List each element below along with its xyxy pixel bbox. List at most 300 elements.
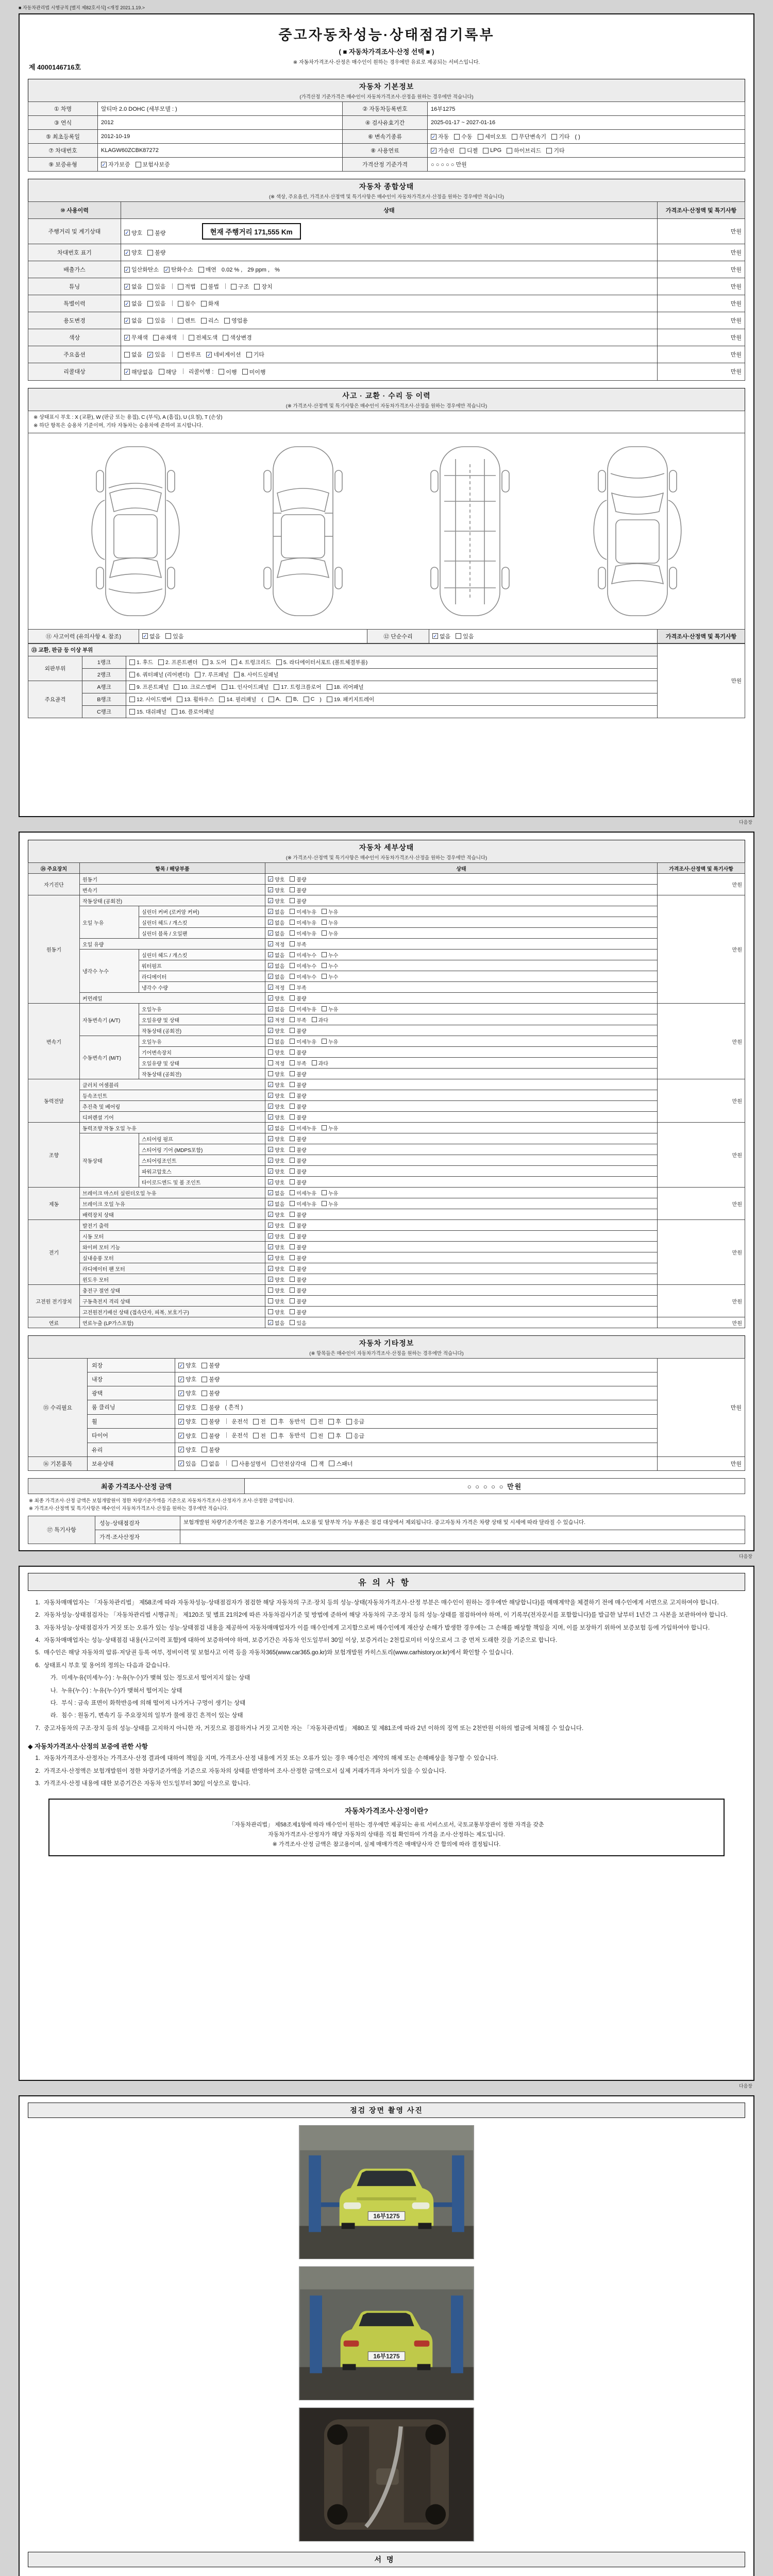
checkbox-box-icon: ✓ [268,1093,273,1098]
checkbox-썬루프[interactable] [178,350,201,359]
checkbox-있음[interactable] [147,316,165,325]
label-cell: 특별이력 [28,295,121,312]
label-cell: 자동변속기 (A/T) [80,1004,139,1036]
checkbox-미세누유[interactable] [290,1124,316,1132]
checkbox-후[interactable] [271,1432,284,1440]
checkbox-있음[interactable] [147,350,165,359]
checkbox-미세누유[interactable] [290,1189,316,1197]
checkbox-있음[interactable] [290,1319,306,1327]
checkbox-미세누수[interactable] [290,973,316,980]
checkbox-없음[interactable] [268,962,284,970]
checkbox-19. 패키지트레이[interactable] [327,696,374,703]
checkbox-양호[interactable] [268,1081,284,1089]
value-cell [265,1231,658,1242]
checkbox-box-icon [195,672,200,677]
checkbox-불량[interactable] [201,1375,220,1383]
checkbox-label: 미세누유 [296,1039,316,1045]
checkbox-매연[interactable] [198,265,216,274]
checkbox-불량[interactable] [290,1232,306,1240]
checkbox-양호[interactable] [268,897,284,905]
checkbox-불법[interactable] [201,282,219,291]
checkbox-이행[interactable] [219,368,237,376]
label-cell: 브레이크 오일 누유 [80,1198,265,1209]
photos-box [19,2095,754,2576]
checkbox-없음[interactable] [142,632,160,640]
checkbox-불량[interactable] [290,1276,306,1283]
checkbox-불량[interactable] [290,897,306,905]
checkbox-없음[interactable] [268,1189,284,1197]
checkbox-label: 적법 [184,284,196,290]
checkbox-5. 라디에이터서포트 (볼트체결부품)[interactable] [276,658,368,666]
checkbox-있음[interactable] [165,632,183,640]
checkbox-누유[interactable] [322,1124,338,1132]
checkbox-4. 트렁크리드[interactable] [231,658,271,666]
table-row [28,1198,745,1209]
checkbox-응급[interactable] [346,1417,364,1426]
checkbox-양호[interactable] [268,1265,284,1273]
checkbox-적정[interactable] [268,1016,284,1024]
checkbox-label: 불량 [296,1212,307,1218]
text-token: 알티마 2.0 DOHC (세부모델 : ) [101,106,177,112]
checkbox-사용설명서[interactable] [232,1460,266,1468]
checkbox-일산화탄소[interactable] [124,265,159,274]
page-2-box [19,832,754,1551]
checkbox-없음[interactable] [268,1005,284,1013]
checkbox-없음[interactable] [124,316,142,325]
checkbox-양호[interactable] [268,1178,284,1186]
checkbox-C[interactable] [304,696,315,702]
checkbox-6. 쿼터패널 (리어펜더)[interactable] [129,671,190,679]
value-cell [121,278,658,295]
checkbox-양호[interactable] [268,1135,284,1143]
checkbox-11. 인사이드패널[interactable] [222,683,269,691]
value-cell [265,1220,658,1231]
notice-item-text: 중고자동차의 구조·장치 등의 성능·상태를 고지하지 아니한 자, 거짓으로 점검하거나 거짓 고지한 자는 「자동차관리법」 제80조 및 제81조에 따라 2년 이하의 징역 또는 2천만원 이하의 벌금에 처해질 수 있습니다. [44,1725,584,1732]
checkbox-17. 트렁크플로어[interactable] [274,683,321,691]
checkbox-box-icon [254,284,260,290]
checkbox-미세누유[interactable] [290,1005,316,1013]
value-cell [265,939,658,950]
notices-list [28,1598,745,1733]
checkbox-8. 사이드실패널[interactable] [234,671,279,679]
section-bar-detail [28,840,745,862]
checkbox-양호[interactable] [268,1027,284,1035]
label-cell: 리콜대상 [28,363,121,381]
checkbox-가솔린[interactable] [431,146,455,155]
checkbox-B,[interactable] [286,696,298,702]
checkbox-box-icon [136,162,141,167]
checkbox-양호[interactable] [268,1232,284,1240]
checkbox-양호[interactable] [268,1146,284,1154]
checkbox-없음[interactable] [268,919,284,926]
checkbox-label: 없음 [275,1039,285,1045]
label-cell: 성능·상태점검자 [95,1516,180,1530]
checkbox-9. 프론트패널[interactable] [129,683,169,691]
checkbox-label: 부족 [296,942,307,948]
checkbox-불량[interactable] [290,1146,306,1154]
checkbox-미세누수[interactable] [290,951,316,959]
checkbox-불량[interactable] [290,1070,306,1078]
checkbox-label: 양호 [275,1072,285,1078]
checkbox-LPG[interactable] [483,147,501,154]
value-cell [428,130,745,144]
checkbox-양호[interactable] [268,1276,284,1283]
checkbox-12. 사이드멤버[interactable] [129,696,172,703]
checkbox-누유[interactable] [322,1200,338,1208]
checkbox-양호[interactable] [268,1113,284,1121]
checkbox-불량[interactable] [290,1027,306,1035]
checkbox-label: 자가보증 [108,162,130,168]
checkbox-label: 기타 [253,352,264,358]
checkbox-영업용[interactable] [224,316,248,325]
checkbox-불량[interactable] [201,1389,220,1397]
checkbox-적정[interactable] [268,984,284,991]
checkbox-침수[interactable] [178,299,196,308]
checkbox-누유[interactable] [322,908,338,916]
checkbox-14. 필러패널[interactable] [219,696,256,703]
checkbox-누유[interactable] [322,929,338,937]
checkbox-미세누유[interactable] [290,919,316,926]
checkbox-화재[interactable] [201,299,219,308]
value-cell: 만원 [658,874,745,895]
checkbox-불량[interactable] [290,994,306,1002]
checkbox-label: 양호 [275,1288,285,1294]
checkbox-불량[interactable] [290,1297,306,1305]
checkbox-label: 불량 [296,1266,307,1273]
warranty-list [28,1754,745,1788]
checkbox-불량[interactable] [147,248,165,257]
checkbox-box-icon [290,930,295,936]
checkbox-누유[interactable] [322,1038,338,1045]
checkbox-label: 불량 [296,1115,307,1121]
checkbox-양호[interactable] [268,1103,284,1110]
checkbox-7. 루프패널[interactable] [195,671,229,679]
checkbox-누수[interactable] [322,973,338,980]
checkbox-양호[interactable] [268,1297,284,1305]
checkbox-있음[interactable] [147,299,165,308]
checkbox-잭[interactable] [311,1460,324,1468]
checkbox-box-icon [224,318,230,324]
checkbox-16. 플로어패널[interactable] [172,708,214,716]
checkbox-10. 크로스멤버[interactable] [174,683,216,691]
checkbox-미세누유[interactable] [290,1200,316,1208]
checkbox-box-icon: ✓ [268,974,273,979]
checkbox-양호[interactable] [268,1254,284,1262]
checkbox-양호[interactable] [178,1389,196,1397]
checkbox-부족[interactable] [290,940,306,948]
checkbox-수동[interactable] [454,132,472,141]
checkbox-불량[interactable] [201,1432,220,1440]
checkbox-없음[interactable] [268,908,284,916]
checkbox-box-icon: ✓ [148,352,153,358]
label-cell: 배출가스 [28,261,121,278]
text-token: % [275,266,280,273]
checkbox-label: 전 [317,1419,324,1425]
checkbox-없음[interactable] [268,973,284,980]
value-cell [265,917,658,928]
label-cell: 발전기 출력 [80,1220,265,1231]
table-row [28,329,745,346]
checkbox-불량[interactable] [290,1254,306,1262]
value-cell: 만원 [658,295,745,312]
checkbox-label: 전 [260,1419,266,1425]
checkbox-전체도색[interactable] [189,333,218,342]
checkbox-label: 수동 [461,134,473,140]
checkbox-label: 양호 [275,1104,285,1110]
checkbox-label: 없음 [440,633,451,640]
checkbox-1. 후드[interactable] [129,658,153,666]
checkbox-미세누수[interactable] [290,962,316,970]
checkbox-양호[interactable] [268,1211,284,1218]
checkbox-기타[interactable] [546,146,564,155]
label-cell: ⑥ 변속기종류 [343,130,428,144]
checkbox-없음[interactable] [268,1319,284,1327]
checkbox-불량[interactable] [290,1308,306,1316]
checkbox-불량[interactable] [201,1361,220,1369]
checkbox-양호[interactable] [178,1446,196,1454]
checkbox-없음[interactable] [201,1460,220,1468]
checkbox-후[interactable] [328,1417,341,1426]
checkbox-양호[interactable] [268,1167,284,1175]
checkbox-누유[interactable] [322,919,338,926]
checkbox-양호[interactable] [124,248,142,257]
checkbox-label: 스패너 [336,1461,353,1467]
checkbox-불량[interactable] [201,1403,220,1412]
checkbox-box-icon: ✓ [179,1363,183,1369]
label-cell: 작동상태 (공회전) [139,1025,265,1036]
checkbox-불량[interactable] [290,1103,306,1110]
label-cell: 제동 [28,1188,80,1220]
checkbox-불량[interactable] [290,886,306,894]
checkbox-13. 휠하우스[interactable] [177,696,214,703]
section-bar-accident [28,388,745,411]
checkbox-적정[interactable] [268,1059,284,1067]
checkbox-양호[interactable] [268,1070,284,1078]
checkbox-자동[interactable] [431,132,449,141]
checkbox-불량[interactable] [290,1157,306,1164]
value-cell [121,363,658,381]
label-cell: 2랭크 [82,668,126,681]
checkbox-2. 프론트펜더[interactable] [158,658,197,666]
checkbox-기타[interactable] [246,350,264,359]
value-cell [139,629,367,643]
checkbox-누수[interactable] [322,951,338,959]
label-cell: 실린더 헤드 / 개스킷 [139,917,265,928]
checkbox-없음[interactable] [124,350,142,359]
checkbox-있음[interactable] [147,282,165,291]
checkbox-디젤[interactable] [460,146,478,155]
checkbox-부족[interactable] [290,984,306,991]
label-cell: 외판부위 [28,656,82,681]
checkbox-세미오토[interactable] [478,132,507,141]
value-cell [265,1058,658,1069]
checkbox-부족[interactable] [290,1016,306,1024]
checkbox-없음[interactable] [124,299,142,308]
checkbox-불량[interactable] [290,1286,306,1294]
checkbox-box-icon [322,920,327,925]
checkbox-18. 리어패널[interactable] [327,683,364,691]
checkbox-없음[interactable] [432,632,450,640]
checkbox-양호[interactable] [178,1403,196,1412]
checkbox-양호[interactable] [178,1417,196,1426]
checkbox-없음[interactable] [268,951,284,959]
checkbox-불량[interactable] [290,875,306,883]
checkbox-양호[interactable] [268,1243,284,1251]
checkbox-미세누유[interactable] [290,1038,316,1045]
checkbox-과다[interactable] [312,1059,328,1067]
checkbox-구조[interactable] [231,282,249,291]
checkbox-box-icon: ✓ [268,1212,273,1217]
checkbox-네비게이션[interactable] [206,350,241,359]
checkbox-없음[interactable] [268,1038,284,1045]
label-cell: 스티어링조인트 [139,1155,265,1166]
checkbox-있음[interactable] [456,632,474,640]
checkbox-양호[interactable] [178,1375,196,1383]
checkbox-과다[interactable] [312,1016,328,1024]
value-cell [265,971,658,982]
checkbox-양호[interactable] [124,229,142,237]
checkbox-누유[interactable] [322,1005,338,1013]
checkbox-유채색[interactable] [153,333,177,342]
checkbox-label: B, [293,696,298,702]
checkbox-없음[interactable] [268,1200,284,1208]
checkbox-전[interactable] [253,1417,266,1426]
checkbox-box-icon [129,672,135,677]
notice-sub-text: 미세누유(미세누수) : 누유(누수)가 맺혀 있는 정도로서 떨어지지 않는 상태 [61,1675,250,1682]
checkbox-색상변경[interactable] [223,333,252,342]
label-cell: 자기진단 [28,874,80,895]
checkbox-없음[interactable] [124,282,142,291]
checkbox-누수[interactable] [322,962,338,970]
checkbox-label: 양호 [275,1082,285,1089]
checkbox-장치[interactable] [254,282,272,291]
checkbox-응급[interactable] [346,1432,364,1440]
checkbox-불량[interactable] [201,1417,220,1426]
checkbox-미세누유[interactable] [290,929,316,937]
value-cell [265,906,658,917]
checkbox-양호[interactable] [268,994,284,1002]
checkbox-있음[interactable] [178,1460,196,1468]
checkbox-미세누유[interactable] [290,908,316,916]
checkbox-불량[interactable] [290,1222,306,1229]
checkbox-불량[interactable] [290,1211,306,1218]
checkbox-기타[interactable] [551,132,569,141]
checkbox-box-icon [231,284,237,290]
checkbox-label: 불량 [296,1050,307,1056]
checkbox-box-icon [328,1419,334,1425]
checkbox-양호[interactable] [268,875,284,883]
label-cell: 최종 가격조사·산정 금액 [28,1478,245,1494]
checkbox-적법[interactable] [178,282,196,291]
checkbox-스패너[interactable] [329,1460,352,1468]
table-row [28,1242,745,1252]
value-cell: 만원 [658,219,745,244]
checkbox-box-icon: ✓ [125,301,129,307]
checkbox-리스[interactable] [201,316,219,325]
price-survey-infobox-body [58,1820,715,1849]
checkbox-전[interactable] [311,1417,324,1426]
checkbox-해당[interactable] [159,368,177,376]
checkbox-하이브리드[interactable] [507,146,541,155]
checkbox-불량[interactable] [290,1135,306,1143]
checkbox-부족[interactable] [290,1059,306,1067]
checkbox-box-icon [512,134,517,140]
checkbox-후[interactable] [271,1417,284,1426]
value-cell: 만원 [658,895,745,1004]
checkbox-안전삼각대[interactable] [272,1460,306,1468]
checkbox-탄화수소[interactable] [164,265,193,274]
checkbox-무단변속기[interactable] [512,132,546,141]
checkbox-3. 도어[interactable] [203,658,226,666]
checkbox-box-icon [551,134,557,140]
checkbox-없음[interactable] [268,929,284,937]
checkbox-양호[interactable] [178,1361,196,1369]
checkbox-15. 대쉬패널[interactable] [129,708,166,716]
checkbox-양호[interactable] [268,1286,284,1294]
checkbox-전[interactable] [311,1432,324,1440]
section-note-basic: (가격산정 기준가격은 매수인이 자동차가격조사·산정을 원하는 경우에만 적습니다) [299,94,474,100]
checkbox-적정[interactable] [268,940,284,948]
checkbox-box-icon [290,898,295,903]
checkbox-보험사보증[interactable] [136,160,170,168]
checkbox-불량[interactable] [290,1081,306,1089]
checkbox-불량[interactable] [290,1178,306,1186]
checkbox-양호[interactable] [268,1308,284,1316]
checkbox-box-icon: ✓ [179,1433,183,1439]
checkbox-양호[interactable] [268,1092,284,1099]
checkbox-렌트[interactable] [178,316,196,325]
checkbox-양호[interactable] [268,1157,284,1164]
checkbox-양호[interactable] [178,1432,196,1440]
label-cell: 연료 [28,1317,80,1328]
checkbox-미이행[interactable] [242,368,266,376]
table-row [28,1036,745,1047]
checkbox-label: 전 [317,1433,324,1439]
checkbox-무채색[interactable] [124,333,148,342]
label-cell: 실린더 헤드 / 개스킷 [139,950,265,960]
checkbox-label: 없음 [275,920,285,926]
checkbox-label: 불량 [296,1169,307,1175]
checkbox-자가보증[interactable] [101,160,130,168]
checkbox-불량[interactable] [290,1048,306,1056]
checkbox-양호[interactable] [268,886,284,894]
checkbox-A,[interactable] [268,696,281,702]
checkbox-불량[interactable] [290,1243,306,1251]
checkbox-없음[interactable] [268,1124,284,1132]
label-cell: 실내송풍 모터 [80,1252,265,1263]
checkbox-불량[interactable] [290,1167,306,1175]
notice-item [28,1779,745,1788]
checkbox-전[interactable] [253,1432,266,1440]
checkbox-box-icon [178,352,183,358]
checkbox-box-icon [268,1071,273,1076]
checkbox-불량[interactable] [290,1265,306,1273]
checkbox-양호[interactable] [268,1048,284,1056]
checkbox-해당없음[interactable] [124,368,154,376]
checkbox-label: 양호 [275,1137,285,1143]
checkbox-후[interactable] [328,1432,341,1440]
checkbox-불량[interactable] [290,1092,306,1099]
label-cell: ⑮ 수리필요 [28,1359,88,1457]
checkbox-불량[interactable] [290,1113,306,1121]
checkbox-양호[interactable] [268,1222,284,1229]
checkbox-불량[interactable] [147,229,165,237]
checkbox-불량[interactable] [201,1446,220,1454]
label-cell: ④ 검사유효기간 [343,116,428,130]
checkbox-label: 불량 [296,1234,307,1240]
notice-item-text: 가격조사·산정 내용에 대한 보증기간은 자동차 인도일부터 30일 이상으로 합니다. [44,1780,250,1787]
checkbox-누유[interactable] [322,1189,338,1197]
